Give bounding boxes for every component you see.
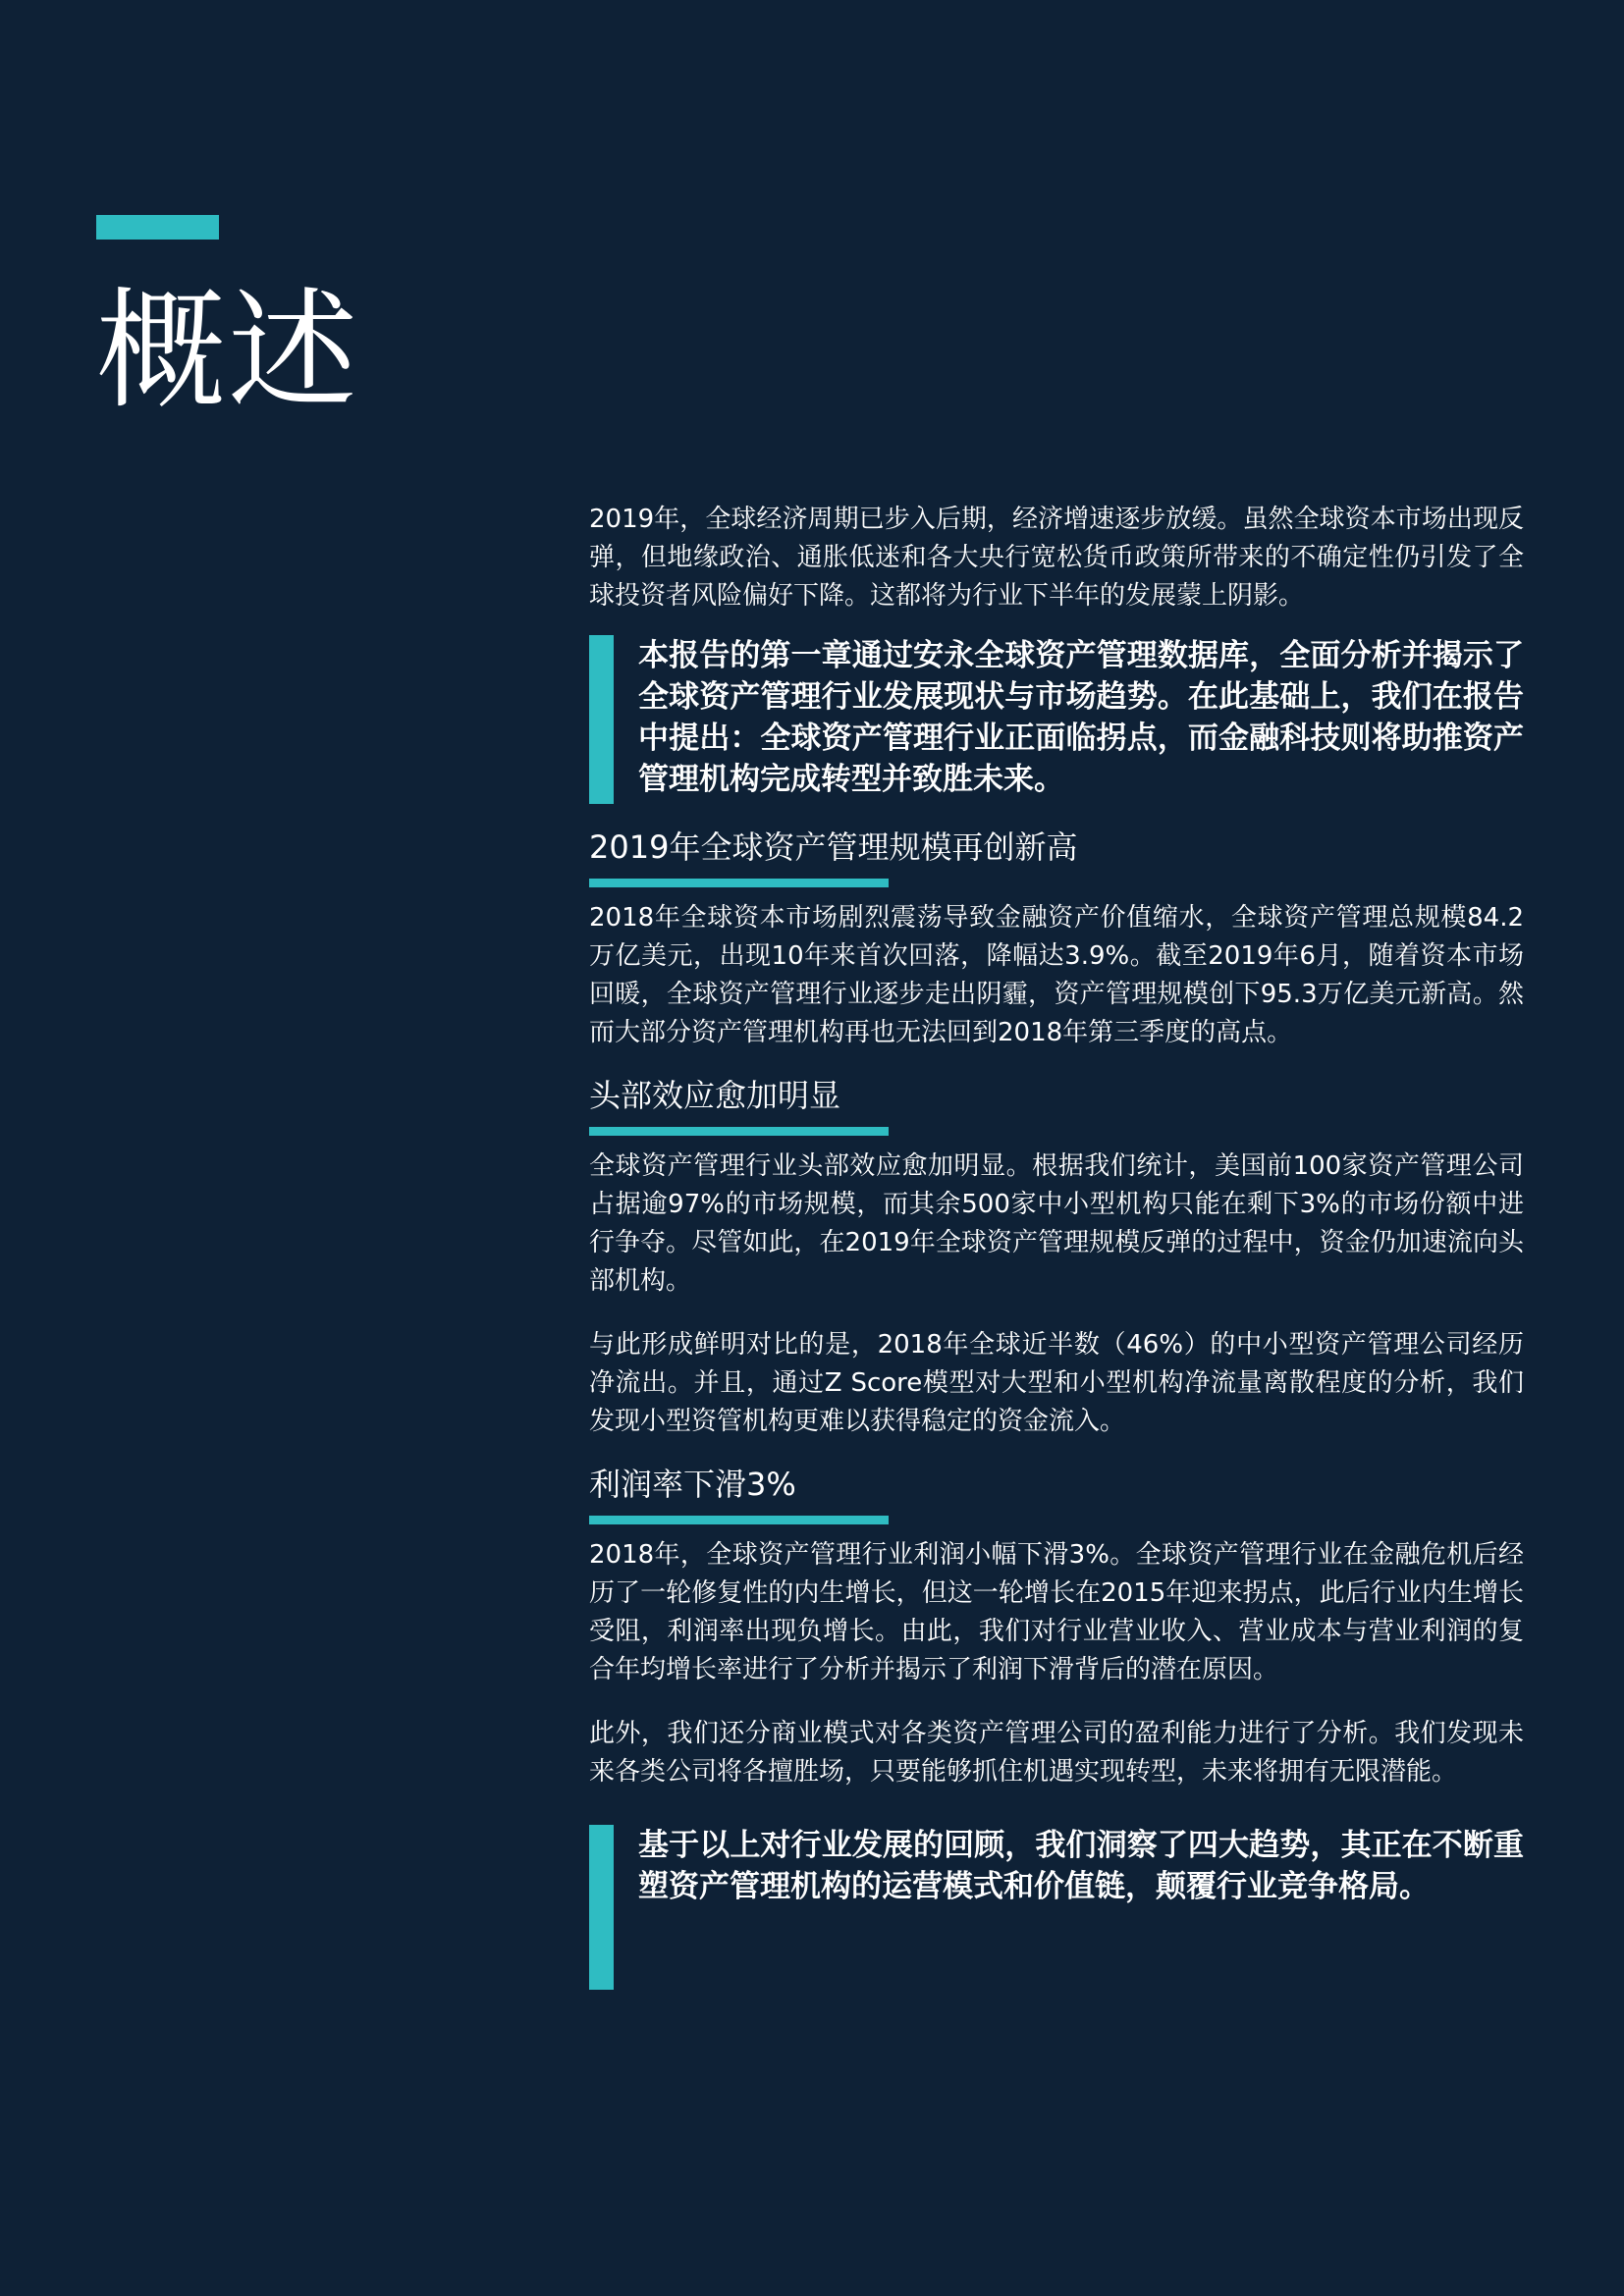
callout-accent-bar (589, 635, 614, 804)
callout-accent-bar (589, 1825, 614, 1990)
section-aum-record (589, 826, 1524, 1052)
callout-block-2 (589, 1825, 1524, 1990)
section-underline (589, 1516, 889, 1524)
section-heading: 2019年全球资产管理规模再创新高 (589, 828, 1078, 866)
section-paragraph: 全球资产管理行业头部效应愈加明显。根据我们统计，美国前100家资产管理公司占据逾97%的市场规模，而其余500家中小型机构只能在剩下3%的市场份额中进行争夺。尽管如此，在2019年全球资产管理规模反弹的过程中，资金仍加速流向头部机构。 (589, 1151, 1524, 1296)
intro-paragraph: 2019年，全球经济周期已步入后期，经济增速逐步放缓。虽然全球资本市场出现反弹，但地缘政治、通胀低迷和各大央行宽松货币政策所带来的不确定性仍引发了全球投资者风险偏好下降。这都将为行业下半年的发展蒙上阴影。 (589, 505, 1524, 611)
section-paragraph: 与此形成鲜明对比的是，2018年全球近半数（46%）的中小型资产管理公司经历净流出。并且，通过Z Score模型对大型和小型机构净流量离散程度的分析，我们发现小型资管机构更难以获得稳定的资金流入。 (589, 1330, 1524, 1436)
section-paragraph: 2018年全球资本市场剧烈震荡导致金融资产价值缩水，全球资产管理总规模84.2万亿美元，出现10年来首次回落，降幅达3.9%。截至2019年6月，随着资本市场回暖，全球资产管理行业逐步走出阴霾，资产管理规模创下95.3万亿美元新高。然而大部分资产管理机构再也无法回到2018年第三季度的高点。 (589, 903, 1524, 1047)
page-title: 概述 (96, 276, 359, 427)
section-profit-decline (589, 1463, 1524, 1791)
callout-text-1: 本报告的第一章通过安永全球资产管理数据库，全面分析并揭示了全球资产管理行业发展现状与市场趋势。在此基础上，我们在报告中提出：全球资产管理行业正面临拐点，而金融科技则将助推资产管理机构完成转型并致胜未来。 (638, 638, 1524, 797)
section-paragraph: 此外，我们还分商业模式对各类资产管理公司的盈利能力进行了分析。我们发现未来各类公司将各擅胜场，只要能够抓住机遇实现转型，未来将拥有无限潜能。 (589, 1719, 1524, 1787)
section-underline (589, 879, 889, 887)
section-heading: 利润率下滑3% (589, 1466, 796, 1503)
section-heading: 头部效应愈加明显 (589, 1077, 841, 1114)
main-content (589, 501, 1524, 1990)
section-paragraph: 2018年，全球资产管理行业利润小幅下滑3%。全球资产管理行业在金融危机后经历了一轮修复性的内生增长，但这一轮增长在2015年迎来拐点，此后行业内生增长受阻，利润率出现负增长。由此，我们对行业营业收入、营业成本与营业利润的复合年均增长率进行了分析并揭示了利润下滑背后的潜在原因。 (589, 1540, 1524, 1684)
section-head-effect (589, 1074, 1524, 1441)
section-underline (589, 1127, 889, 1136)
title-accent-bar (96, 215, 219, 240)
callout-block-1 (589, 635, 1524, 804)
callout-text-2: 基于以上对行业发展的回顾，我们洞察了四大趋势，其正在不断重塑资产管理机构的运营模式和价值链，颠覆行业竞争格局。 (638, 1828, 1524, 1904)
